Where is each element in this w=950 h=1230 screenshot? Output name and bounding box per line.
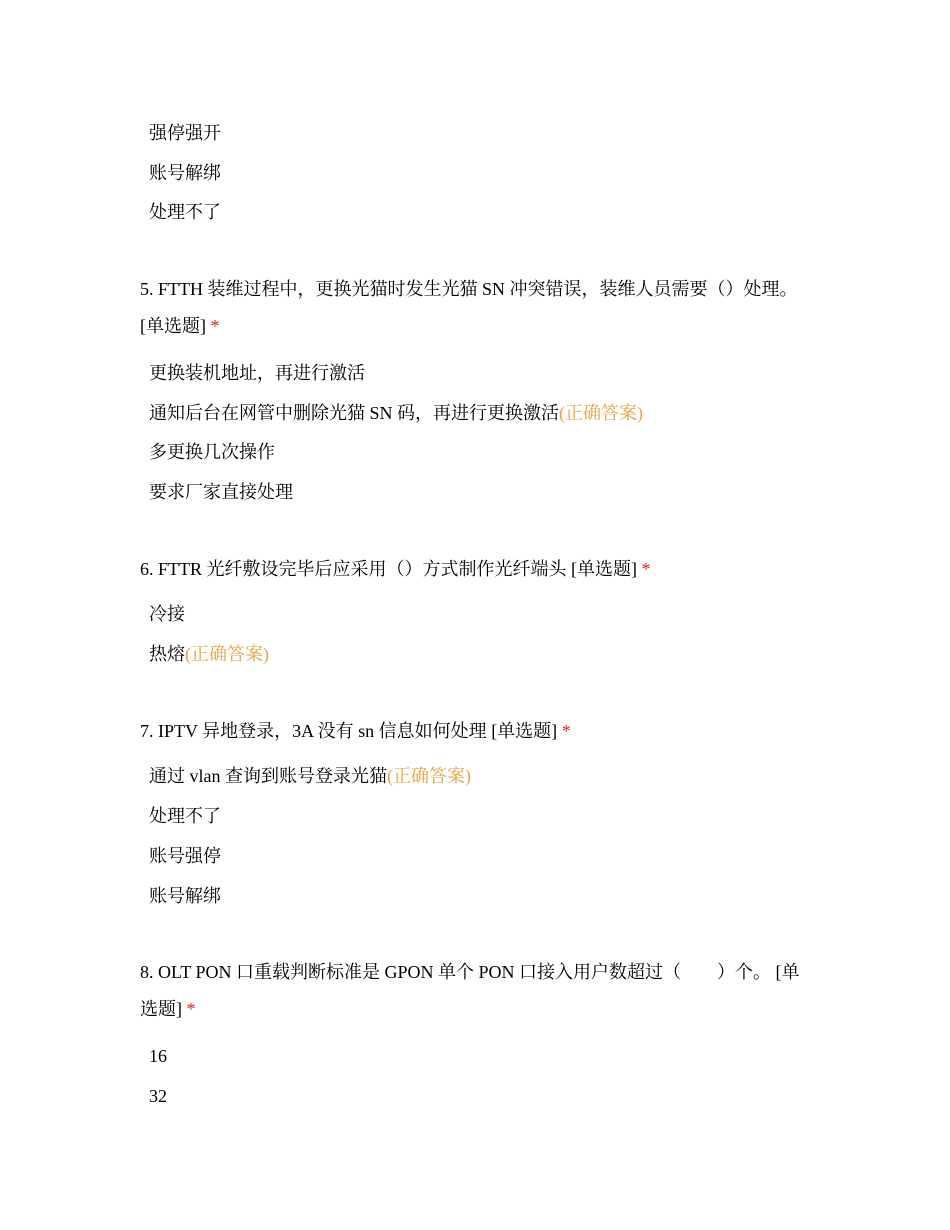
option-correct: 通过 vlan 查询到账号登录光猫(正确答案) [149, 766, 471, 786]
question-5 [140, 271, 800, 345]
option: 16 [149, 1046, 167, 1066]
option: 要求厂家直接处理 [149, 482, 293, 502]
required-mark: * [210, 316, 220, 336]
correct-answer-mark: (正确答案) [387, 766, 471, 786]
question-number: 8. [140, 962, 154, 982]
question-type-tag: [单选题] [140, 962, 800, 1019]
question-text: FTTH 装维过程中，更换光猫时发生光猫 SN 冲突错误，装维人员需要（）处理。 [158, 279, 798, 299]
option: 账号解绑 [149, 163, 221, 183]
option: 多更换几次操作 [149, 442, 275, 462]
option: 处理不了 [149, 806, 221, 826]
question-type-tag: [单选题] [140, 316, 206, 336]
option: 账号解绑 [149, 886, 221, 906]
question-8 [140, 954, 800, 1028]
option: 处理不了 [149, 202, 221, 222]
option-correct: 热熔(正确答案) [149, 644, 269, 664]
option-correct: 通知后台在网管中删除光猫 SN 码，再进行更换激活(正确答案) [149, 403, 644, 423]
option: 冷接 [149, 604, 185, 624]
question-type-tag: [单选题] [571, 559, 638, 579]
required-mark: * [186, 999, 196, 1019]
option: 强停强开 [149, 123, 221, 143]
question-number: 6. [140, 559, 154, 579]
question-6 [140, 551, 800, 588]
required-mark: * [641, 559, 651, 579]
question-number: 5. [140, 279, 154, 299]
question-text: OLT PON 口重载判断标准是 GPON 单个 PON 口接入用户数超过（ ）个。 [158, 962, 772, 982]
question-text: FTTR 光纤敷设完毕后应采用（）方式制作光纤端头 [158, 559, 567, 579]
option: 更换装机地址，再进行激活 [149, 363, 365, 383]
question-7 [140, 713, 800, 750]
option: 32 [149, 1086, 167, 1106]
required-mark: * [561, 721, 571, 741]
correct-answer-mark: (正确答案) [185, 644, 269, 664]
question-number: 7. [140, 721, 154, 741]
question-type-tag: [单选题] [491, 721, 558, 741]
option: 账号强停 [149, 846, 221, 866]
correct-answer-mark: (正确答案) [559, 403, 644, 423]
question-text: IPTV 异地登录，3A 没有 sn 信息如何处理 [158, 721, 487, 741]
